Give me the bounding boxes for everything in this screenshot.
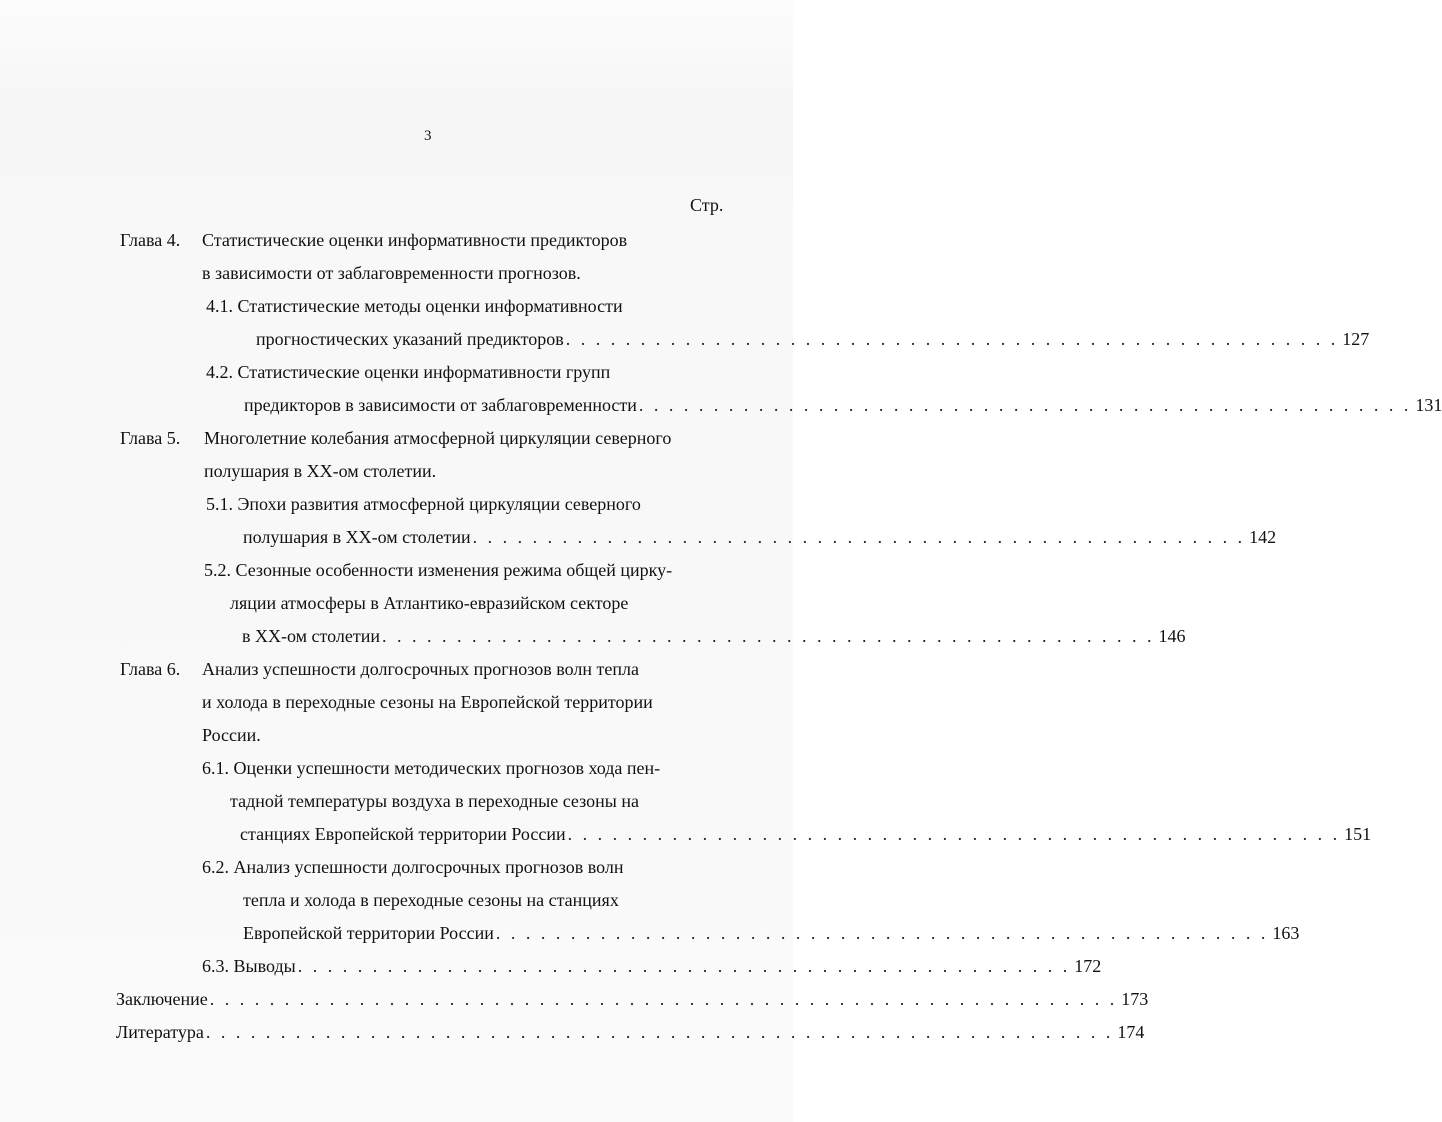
section-4-2-line-1: 4.2. Статистические оценки информативности групп [206, 362, 611, 382]
chapter-4-label: Глава 4. [120, 230, 181, 250]
leader-dots: . . . . . . . . . . . . . . . . . . . . . . . . . . . . . . . . . . . . . . . . . . . . . . . . . . . . [567, 824, 1341, 844]
conclusion-label: Заключение [116, 989, 208, 1009]
page-ref-6-2: 163 [1272, 923, 1300, 943]
section-4-1-line-1: 4.1. Статистические методы оценки информативности [206, 296, 623, 316]
section-5-2-line-2: ляции атмосферы в Атлантико-евразийском секторе [230, 593, 629, 613]
leader-dots: . . . . . . . . . . . . . . . . . . . . . . . . . . . . . . . . . . . . . . . . . . . . . . . . . . . . [472, 527, 1246, 547]
chapter-6-label: Глава 6. [120, 659, 181, 679]
toc-entry-6-2 [243, 921, 1300, 945]
leader-dots: . . . . . . . . . . . . . . . . . . . . . . . . . . . . . . . . . . . . . . . . . . . . . . . . . . . . [565, 329, 1339, 349]
page-ref-4-2: 131 [1415, 395, 1442, 415]
chapter-4-title-line-2: в зависимости от заблаговременности прогнозов. [202, 263, 581, 283]
toc-entry-4-2 [244, 393, 1442, 417]
section-6-2-line-2: тепла и холода в переходные сезоны на станциях [243, 890, 619, 910]
chapter-5-label: Глава 5. [120, 428, 181, 448]
section-5-1-line-2: полушария в XX-ом столетии [243, 527, 471, 547]
toc-entry-5-2 [242, 624, 1186, 648]
section-6-1-line-1: 6.1. Оценки успешности методических прогнозов хода пен- [202, 758, 661, 778]
page-column-header: Стр. [690, 195, 724, 215]
section-6-1-line-2: тадной температуры воздуха в переходные сезоны на [230, 791, 639, 811]
leader-dots: . . . . . . . . . . . . . . . . . . . . . . . . . . . . . . . . . . . . . . . . . . . . . . . . . . . . [495, 923, 1269, 943]
chapter-6-title-line-2: и холода в переходные сезоны на Европейской территории [202, 692, 653, 712]
toc-entry-6-3 [202, 954, 1102, 978]
leader-dots: . . . . . . . . . . . . . . . . . . . . . . . . . . . . . . . . . . . . . . . . . . . . . . . . . . . . [638, 395, 1412, 415]
toc-entry-literature [116, 1020, 1145, 1044]
toc-entry-5-1 [243, 525, 1277, 549]
section-6-1-line-3: станциях Европейской территории России [240, 824, 566, 844]
page-ref-4-1: 127 [1342, 329, 1370, 349]
leader-dots: . . . . . . . . . . . . . . . . . . . . . . . . . . . . . . . . . . . . . . . . . . . . . . . . . . . . [297, 956, 1071, 976]
chapter-4-title-line-1: Статистические оценки информативности предикторов [202, 230, 628, 250]
page-ref-conclusion: 173 [1121, 989, 1149, 1009]
page-ref-literature: 174 [1117, 1022, 1145, 1042]
chapter-6-title-line-1: Анализ успешности долгосрочных прогнозов волн тепла [202, 659, 640, 679]
section-4-1-line-2: прогностических указаний предикторов [256, 329, 564, 349]
leader-dots: . . . . . . . . . . . . . . . . . . . . . . . . . . . . . . . . . . . . . . . . . . . . . . . . . . . . . . . . . . . . . [205, 1022, 1114, 1042]
chapter-5-title-line-2: полушария в XX-ом столетии. [204, 461, 437, 481]
page-ref-6-1: 151 [1344, 824, 1372, 844]
chapter-5-title-line-1: Многолетние колебания атмосферной циркуляции северного [204, 428, 672, 448]
literature-label: Литература [116, 1022, 204, 1042]
page-ref-5-1: 142 [1249, 527, 1277, 547]
chapter-6-title-line-3: России. [202, 725, 261, 745]
page-ref-6-3: 172 [1074, 956, 1102, 976]
toc-entry-4-1 [256, 327, 1370, 351]
section-6-2-line-1: 6.2. Анализ успешности долгосрочных прогнозов волн [202, 857, 624, 877]
leader-dots: . . . . . . . . . . . . . . . . . . . . . . . . . . . . . . . . . . . . . . . . . . . . . . . . . . . . [382, 626, 1155, 646]
section-5-2-line-1: 5.2. Сезонные особенности изменения режима общей цирку- [204, 560, 673, 580]
section-6-3-label: 6.3. Выводы [202, 956, 296, 976]
page-number: 3 [424, 128, 432, 144]
leader-dots: . . . . . . . . . . . . . . . . . . . . . . . . . . . . . . . . . . . . . . . . . . . . . . . . . . . . . . . . . . . . . [209, 989, 1118, 1009]
section-5-2-line-3: в XX-ом столетии [242, 626, 381, 646]
section-5-1-line-1: 5.1. Эпохи развития атмосферной циркуляции северного [206, 494, 641, 514]
section-6-2-line-3: Европейской территории России [243, 923, 494, 943]
toc-entry-6-1 [240, 822, 1372, 846]
page-ref-5-2: 146 [1158, 626, 1186, 646]
section-4-2-line-2: предикторов в зависимости от заблаговременности [244, 395, 637, 415]
toc-entry-conclusion [116, 987, 1149, 1011]
